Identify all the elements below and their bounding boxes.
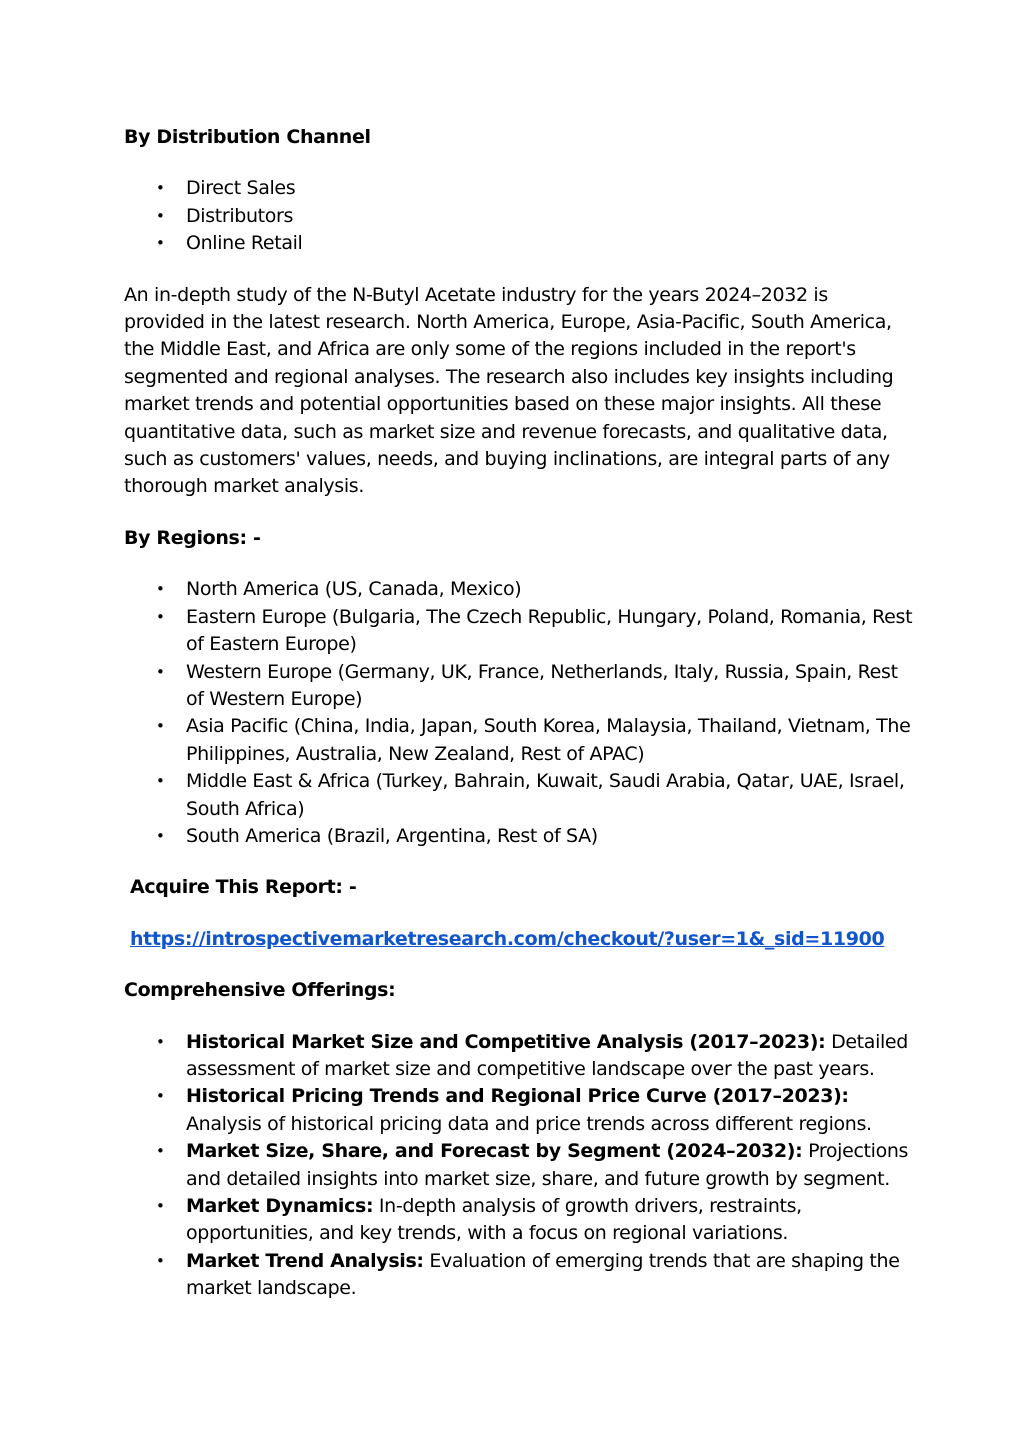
intro-paragraph: An in-depth study of the N-Butyl Acetate industry for the years 2024–2032 is provided in the latest research. North America, Europe, Asia-Pacific, South America, the Middle East, and Africa are only some of the regions included in the report's segmented and regional analyses. The research also includes key insights including market trends and potential opportunities based on these major insights. All these quantitative data, such as market size and revenue forecasts, and qualitative data, such as customers' values, needs, and buying inclinations, are integral parts of any thorough market analysis. xyxy=(124,283,894,498)
bullet-icon: • xyxy=(156,717,165,736)
list-item-text: Direct Sales xyxy=(186,177,296,200)
bullet-icon: • xyxy=(156,206,165,225)
list-item xyxy=(124,659,914,714)
list-item xyxy=(124,604,914,659)
bullet-icon: • xyxy=(156,607,165,626)
bullet-icon: • xyxy=(156,1087,165,1106)
distribution-channel-list xyxy=(124,175,914,257)
list-item-text: Online Retail xyxy=(186,232,303,255)
acquire-report-link-line xyxy=(124,926,914,953)
bullet-icon: • xyxy=(156,826,165,845)
offering-title: Historical Market Size and Competitive Analysis (2017–2023): xyxy=(186,1030,826,1053)
list-item-text: Eastern Europe (Bulgaria, The Czech Republic, Hungary, Poland, Romania, Rest of Eastern Europe) xyxy=(186,605,913,656)
list-item xyxy=(124,713,914,768)
offering-text: Projections and detailed insights into market size, share, and future growth by segment. xyxy=(186,1140,909,1190)
distribution-channel-heading: By Distribution Channel xyxy=(124,126,371,148)
bullet-icon: • xyxy=(156,234,165,253)
offering-text: In-depth analysis of growth drivers, restraints, opportunities, and key trends, with a focus on regional variations. xyxy=(186,1195,802,1245)
list-item xyxy=(124,175,914,202)
list-item xyxy=(124,1083,914,1138)
list-item xyxy=(124,823,914,850)
regions-heading: By Regions: - xyxy=(124,526,261,549)
list-item-text: Western Europe (Germany, UK, France, Netherlands, Italy, Russia, Spain, Rest of Western Europe) xyxy=(186,660,898,710)
bullet-icon: • xyxy=(156,580,165,599)
list-item-text: South America (Brazil, Argentina, Rest of SA) xyxy=(186,824,598,847)
offering-text: Detailed assessment of market size and competitive landscape over the past years. xyxy=(186,1030,908,1080)
list-item xyxy=(124,1138,914,1193)
list-item xyxy=(124,203,914,230)
offering-title: Market Dynamics: xyxy=(186,1195,374,1217)
bullet-icon: • xyxy=(156,1142,165,1161)
offerings-list xyxy=(124,1029,914,1303)
bullet-icon: • xyxy=(156,662,165,681)
checkout-link[interactable]: https://introspectivemarketresearch.com/checkout/?user=1&_sid=11900 xyxy=(130,927,885,950)
list-item xyxy=(124,768,914,823)
offering-title: Historical Pricing Trends and Regional Price Curve (2017–2023): xyxy=(186,1085,849,1108)
bullet-icon: • xyxy=(156,772,165,791)
list-item-text: North America (US, Canada, Mexico) xyxy=(186,578,522,601)
list-item xyxy=(124,1029,914,1084)
bullet-icon: • xyxy=(156,1197,165,1215)
bullet-icon: • xyxy=(156,1032,165,1051)
offering-title: Market Size, Share, and Forecast by Segment (2024–2032): xyxy=(186,1140,803,1163)
regions-list xyxy=(124,576,914,850)
offering-text: Evaluation of emerging trends that are shaping the market landscape. xyxy=(186,1249,900,1300)
list-item xyxy=(124,1193,914,1248)
bullet-icon: • xyxy=(156,1251,165,1270)
document-page xyxy=(124,124,914,1303)
acquire-report-heading: Acquire This Report: - xyxy=(130,876,357,899)
list-item-text: Middle East & Africa (Turkey, Bahrain, Kuwait, Saudi Arabia, Qatar, UAE, Israel, South Africa) xyxy=(186,770,905,820)
bullet-icon: • xyxy=(156,179,165,198)
list-item-text: Asia Pacific (China, India, Japan, South Korea, Malaysia, Thailand, Vietnam, The Philippines, Australia, New Zealand, Rest of APAC) xyxy=(186,715,911,765)
list-item xyxy=(124,230,914,257)
list-item xyxy=(124,576,914,603)
offering-title: Market Trend Analysis: xyxy=(186,1249,424,1272)
list-item xyxy=(124,1248,914,1303)
list-item-text: Distributors xyxy=(186,204,294,227)
offering-text: Analysis of historical pricing data and price trends across different regions. xyxy=(186,1112,872,1135)
offerings-heading: Comprehensive Offerings: xyxy=(124,979,396,1002)
